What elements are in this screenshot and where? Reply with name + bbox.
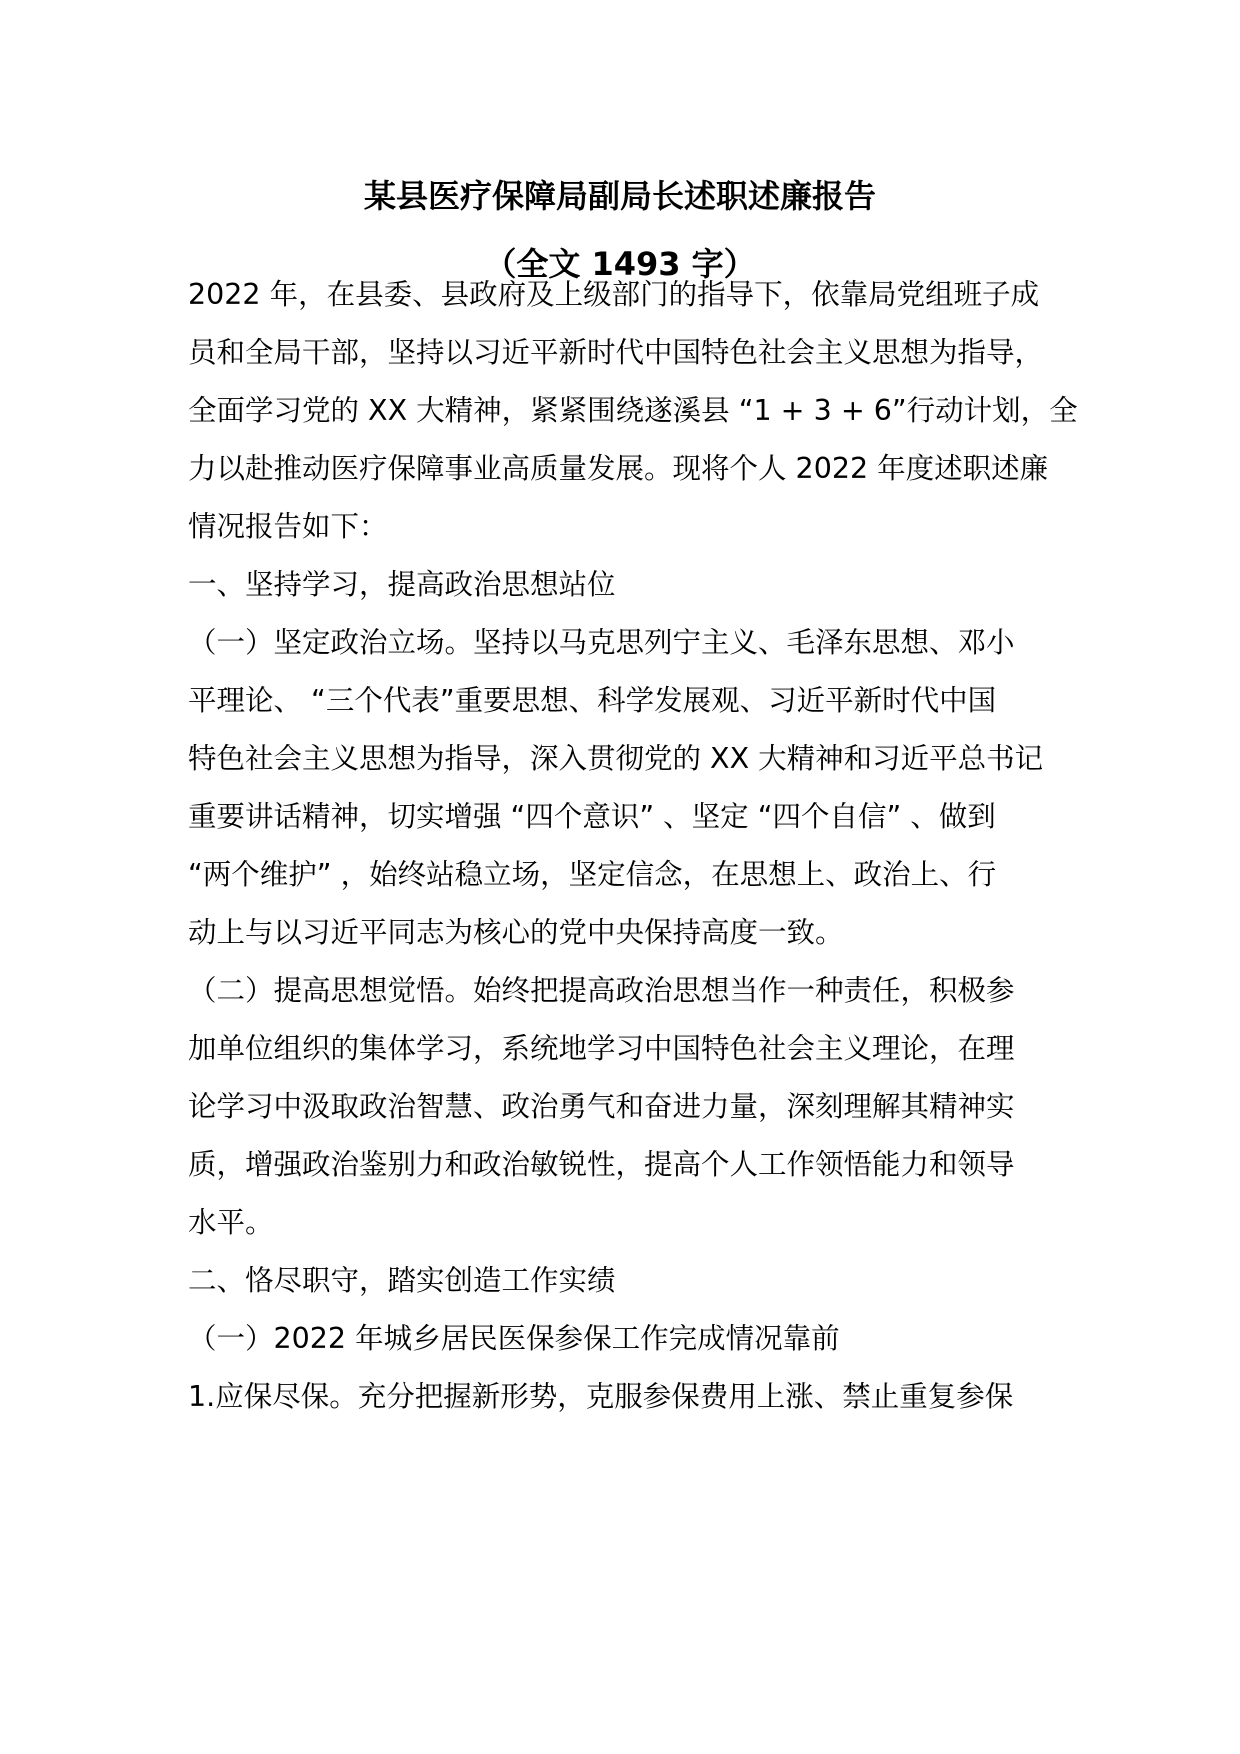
document-subtitle: （全文 1493 字） <box>484 245 756 283</box>
paragraph-line: 水平。 <box>188 1206 274 1239</box>
paragraph-line: 情况报告如下： <box>188 510 388 543</box>
paragraph-line: 论学习中汲取政治智慧、政治勇气和奋进力量，深刻理解其精神实 <box>188 1090 1015 1123</box>
paragraph-line: （一）坚定政治立场。坚持以马克思列宁主义、毛泽东思想、邓小 <box>188 626 1015 659</box>
paragraph-line: 2022 年，在县委、县政府及上级部门的指导下，依靠局党组班子成 <box>188 278 1040 311</box>
paragraph-line: 力以赴推动医疗保障事业高质量发展。现将个人 2022 年度述职述廉 <box>188 452 1049 485</box>
paragraph-line: 重要讲话精神，切实增强 “四个意识” 、坚定 “四个自信” 、做到 <box>188 800 996 833</box>
paragraph-line: 动上与以习近平同志为核心的党中央保持高度一致。 <box>188 916 844 949</box>
paragraph-line: 特色社会主义思想为指导，深入贯彻党的 XX 大精神和习近平总书记 <box>188 742 1044 775</box>
paragraph-line: 全面学习党的 XX 大精神，紧紧围绕遂溪县 “1 + 3 + 6”行动计划，全 <box>188 394 1078 427</box>
section-heading: 二、恪尽职守，踏实创造工作实绩 <box>188 1264 616 1297</box>
paragraph-line: 加单位组织的集体学习，系统地学习中国特色社会主义理论，在理 <box>188 1032 1015 1065</box>
paragraph-line: 平理论、 “三个代表”重要思想、科学发展观、习近平新时代中国 <box>188 684 997 717</box>
paragraph-line: 1.应保尽保。充分把握新形势，克服参保费用上涨、禁止重复参保 <box>188 1380 1014 1413</box>
paragraph-line: （一）2022 年城乡居民医保参保工作完成情况靠前 <box>188 1322 840 1355</box>
paragraph-line: “两个维护” ，始终站稳立场，坚定信念，在思想上、政治上、行 <box>188 858 997 891</box>
paragraph-line: 质，增强政治鉴别力和政治敏锐性，提高个人工作领悟能力和领导 <box>188 1148 1015 1181</box>
section-heading: 一、坚持学习，提高政治思想站位 <box>188 568 616 601</box>
document-title: 某县医疗保障局副局长述职述廉报告 <box>363 177 876 215</box>
paragraph-line: 员和全局干部，坚持以习近平新时代中国特色社会主义思想为指导， <box>188 336 1044 369</box>
paragraph-line: （二）提高思想觉悟。始终把提高政治思想当作一种责任，积极参 <box>188 974 1015 1007</box>
